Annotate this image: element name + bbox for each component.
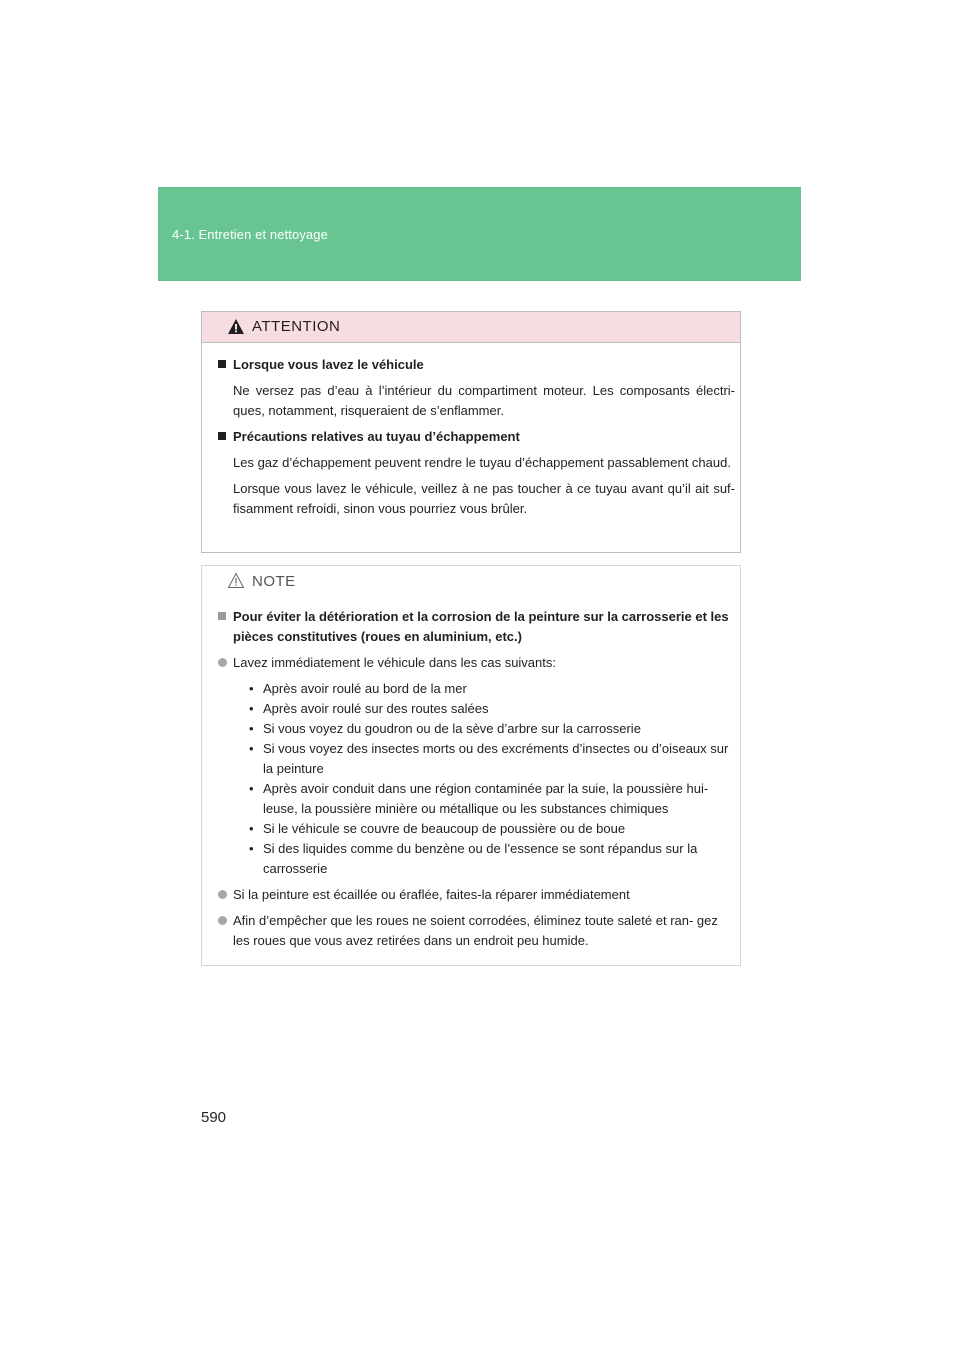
attention-title: ATTENTION (252, 318, 341, 335)
section-header-band (158, 187, 801, 281)
attention-paragraph: Lorsque vous lavez le véhicule, veillez à ne pas toucher à ce tuyau avant qu’il ait suf- fisamment refroidi, sinon vous pourriez vous brûler. (233, 481, 735, 516)
attention-box (201, 311, 741, 553)
round-bullet-icon (218, 658, 227, 667)
attention-paragraph: Ne versez pas d’eau à l’intérieur du compartiment moteur. Les composants électri- ques, notamment, risqueraient de s’enflammer. (233, 383, 735, 418)
note-heading: Pour éviter la détérioration et la corrosion de la peinture sur la carrosserie et les pièces constitutives (roues en aluminium, etc.) (218, 607, 735, 647)
list-item: Afin d’empêcher que les roues ne soient corrodées, éliminez toute saleté et ran- gez les roues que vous avez retirées dans un endroit peu humide. (218, 911, 735, 951)
attention-heading-exhaust: Précautions relatives au tuyau d’échappement (218, 427, 735, 447)
note-box (201, 565, 741, 966)
sub-list-item: • Après avoir roulé au bord de la mer (249, 681, 467, 696)
sub-list-item: • Si le véhicule se couvre de beaucoup de poussière ou de boue (249, 821, 626, 836)
sub-list-item: • Si vous voyez des insectes morts ou des excréments d’insectes ou d’oiseaux sur la peinture (249, 741, 729, 776)
note-header (202, 566, 740, 596)
caution-triangle-icon (227, 572, 245, 589)
round-bullet-icon (218, 916, 227, 925)
warning-triangle-icon (227, 318, 245, 335)
note-title: NOTE (252, 573, 296, 590)
attention-header (202, 312, 740, 343)
square-bullet-icon (218, 612, 226, 620)
round-bullet-icon (218, 890, 227, 899)
sub-list-item: • Après avoir roulé sur des routes salées (249, 701, 489, 716)
attention-heading-washing: Lorsque vous lavez le véhicule (218, 355, 735, 375)
sub-list-item: • Si des liquides comme du benzène ou de l’essence se sont répandus sur la carrosserie (249, 841, 698, 876)
list-item: Si la peinture est écaillée ou éraflée, faites-la réparer immédiatement (218, 885, 735, 905)
attention-paragraph: Les gaz d’échappement peuvent rendre le tuyau d’échappement passablement chaud. (233, 455, 731, 470)
page-number: 590 (201, 1109, 227, 1126)
square-bullet-icon (218, 432, 226, 440)
sub-list-item: • Si vous voyez du goudron ou de la sève d’arbre sur la carrosserie (249, 721, 641, 736)
list-item: Lavez immédiatement le véhicule dans les cas suivants: (218, 653, 735, 673)
square-bullet-icon (218, 360, 226, 368)
section-title: 4-1. Entretien et nettoyage (172, 227, 328, 242)
sub-list-item: • Après avoir conduit dans une région contaminée par la suie, la poussière hui- leuse, la poussière minière ou métallique ou les substances chimiques (249, 781, 709, 816)
sub-list (218, 679, 735, 879)
